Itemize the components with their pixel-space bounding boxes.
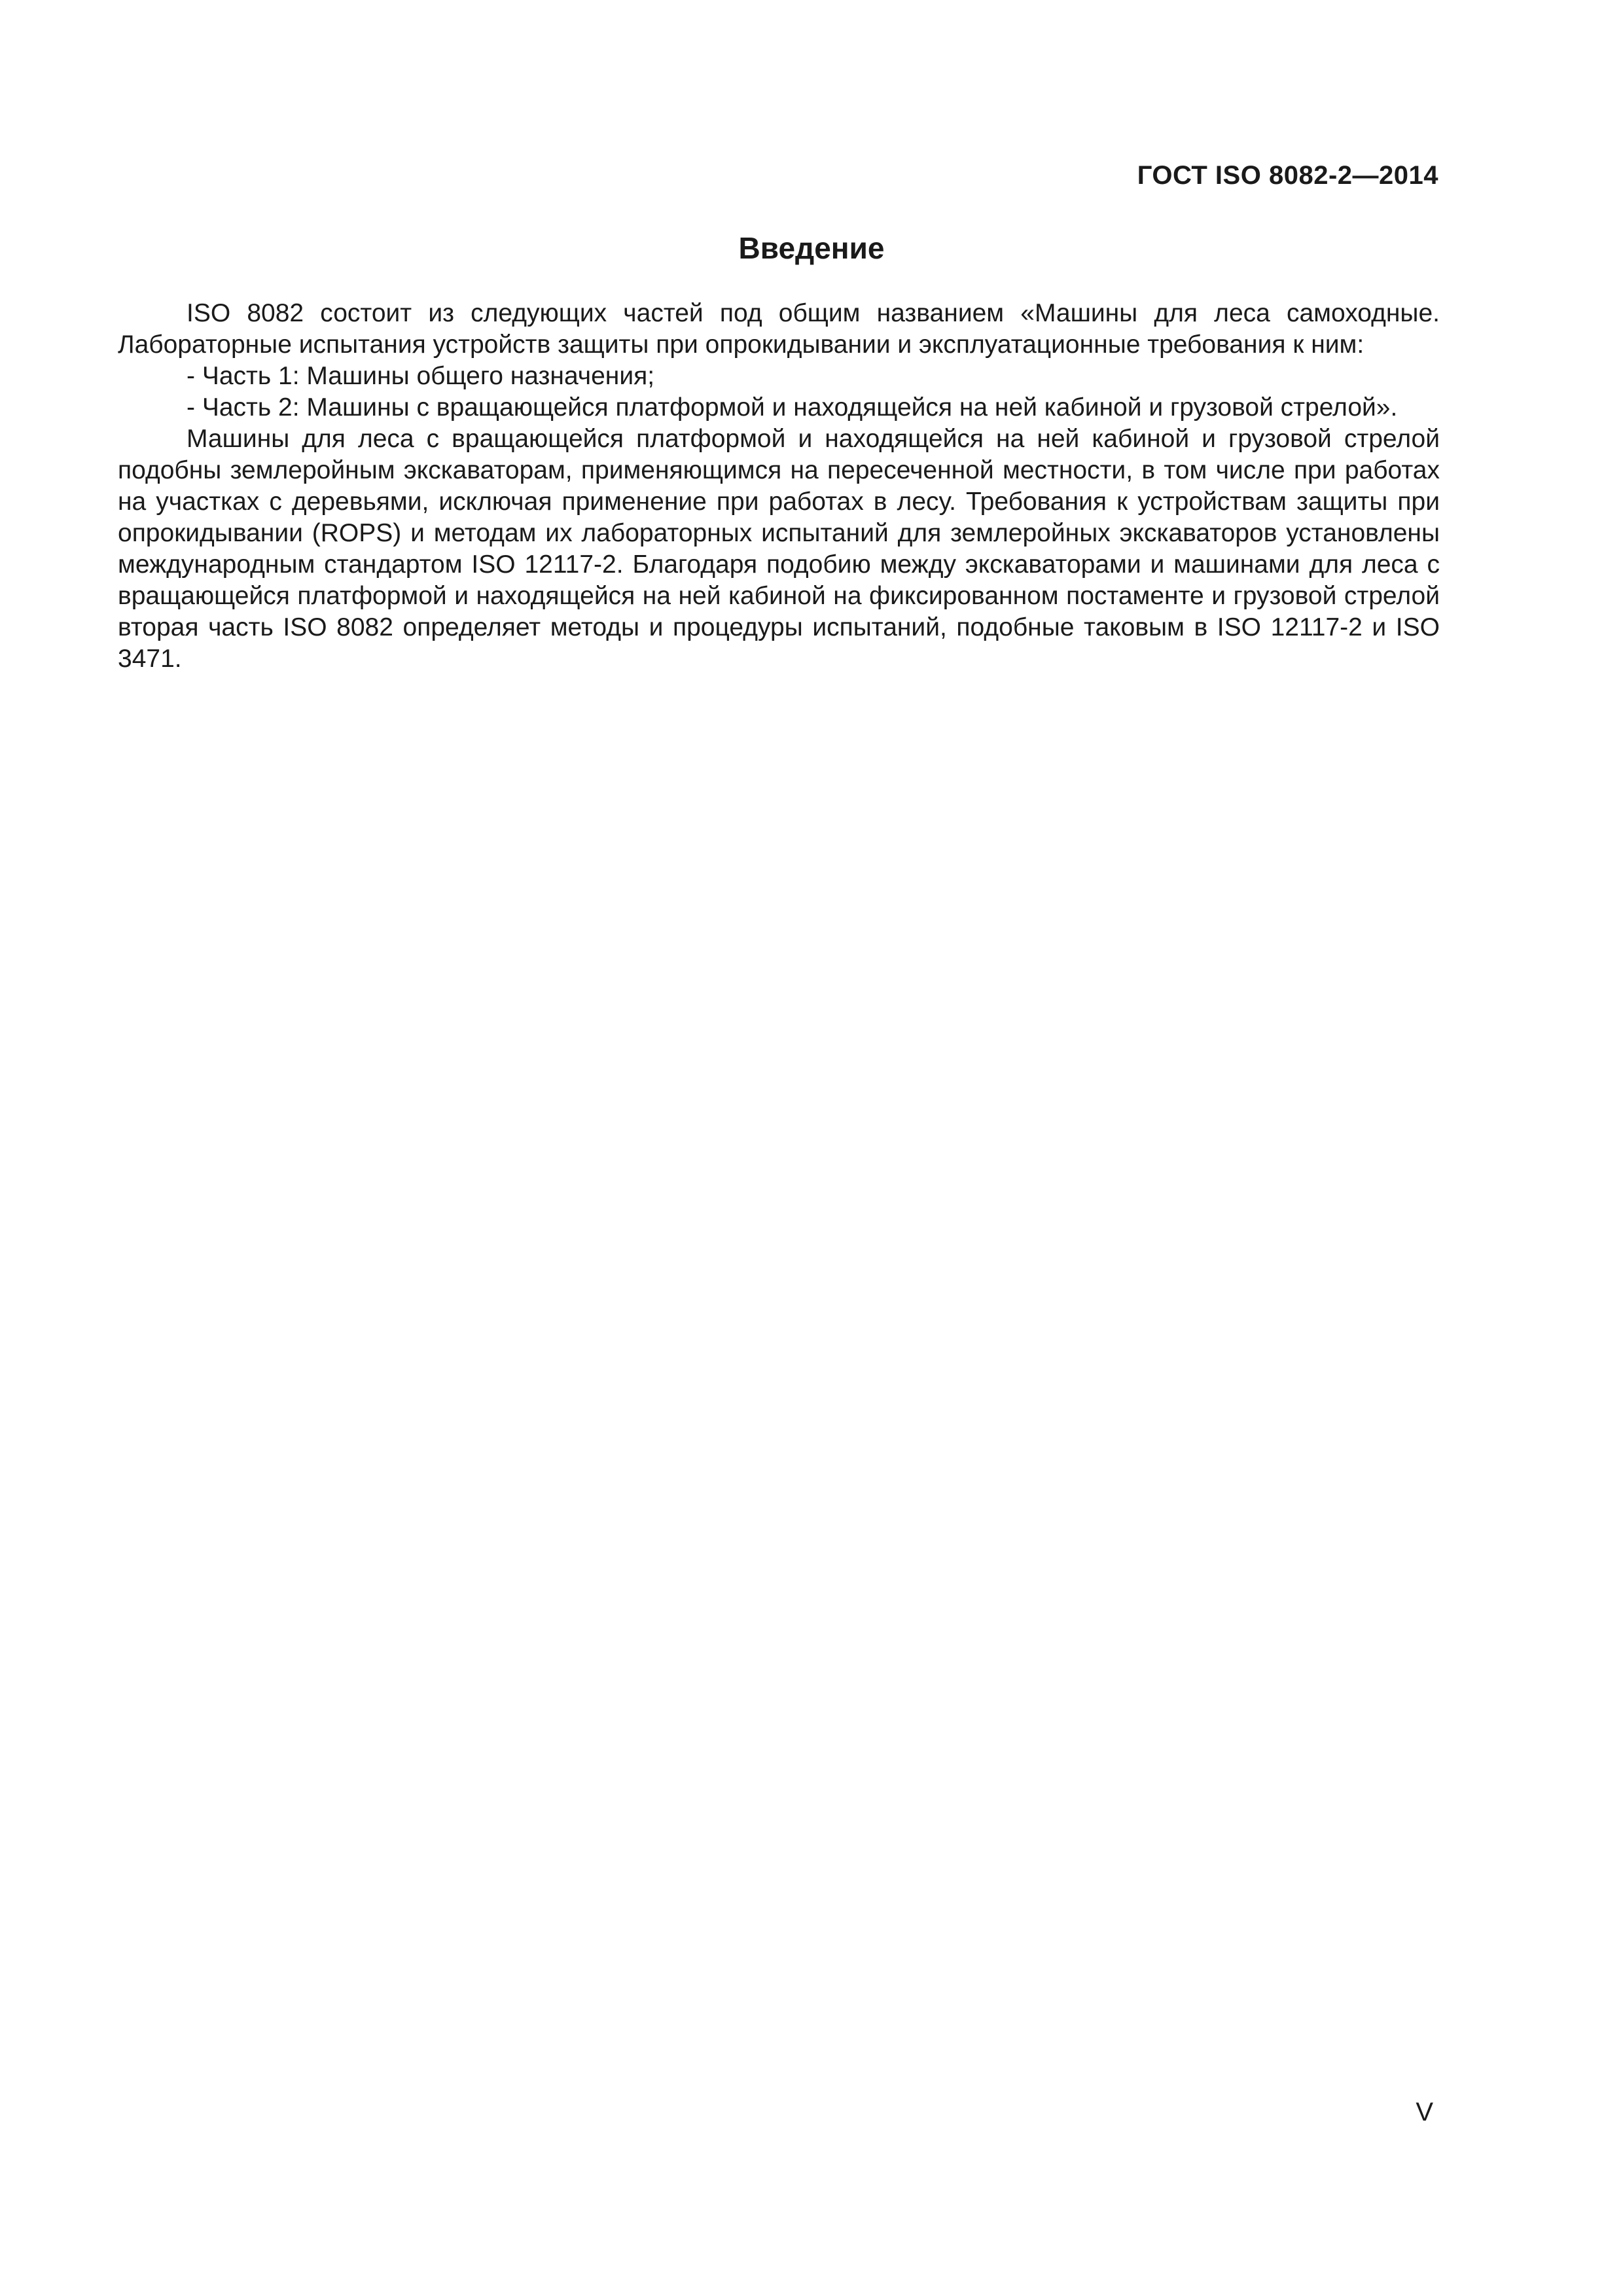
- paragraph-part-1: - Часть 1: Машины общего назначения;: [187, 362, 655, 390]
- document-code: ГОСТ ISO 8082-2—2014: [1137, 161, 1438, 190]
- section-title: Введение: [738, 231, 885, 265]
- paragraph-intro: ISO 8082 состоит из следующих частей под общим названием «Машины для леса самоходные. Лабораторные испытания устройств защиты при опрокидывании и эксплуатационные требования к ним:: [118, 299, 1440, 359]
- paragraph-description: Машины для леса с вращающейся платформой и находящейся на ней кабиной и грузовой стрелой подобны землеройным экскаваторам, применяющимся на пересеченной местности, в том числе при работах на участках с деревьями, исключая применение при работах в лесу. Требования к устройствам защиты при опрокидывании (ROPS) и методам их лабораторных испытаний для землеройных экскаваторов установлены международным стандартом ISO 12117-2. Благодаря подобию между экскаваторами и машинами для леса с вращающейся платформой и находящейся на ней кабиной на фиксированном постаменте и грузовой стрелой вторая часть ISO 8082 определяет методы и процедуры испытаний, подобные таковым в ISO 12117-2 и ISO 3471.: [118, 425, 1440, 673]
- page-number: V: [1416, 2098, 1433, 2126]
- paragraph-part-2: - Часть 2: Машины с вращающейся платформой и находящейся на ней кабиной и грузовой стрелой».: [187, 393, 1398, 422]
- section-body: [118, 298, 1440, 675]
